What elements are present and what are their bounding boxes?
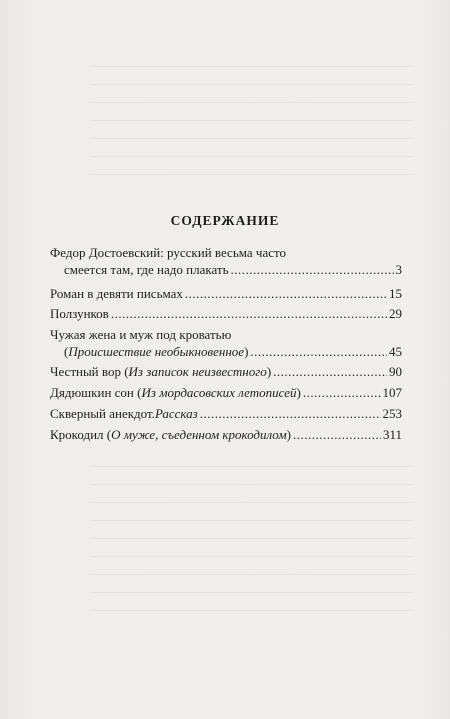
toc-entry-subtitle: Из мордасовских летописей: [141, 385, 297, 400]
toc-page-number: 29: [389, 306, 402, 321]
toc-entry-paren-close: ): [244, 344, 249, 359]
page-title: СОДЕРЖАНИЕ: [170, 213, 280, 228]
toc-entry-title-line1: Федор Достоевский: русский весьма часто: [50, 245, 287, 260]
toc-entry[interactable]: [50, 426, 402, 443]
toc-entry-title-line1: Чужая жена и муж под кроватью: [50, 327, 232, 342]
leader-dots: [111, 305, 387, 322]
toc-entry-subtitle: Из записок неизвестного: [128, 364, 267, 379]
toc-entry[interactable]: [50, 326, 402, 360]
toc-entry-title: Дядюшкин сон (: [50, 385, 142, 400]
toc-entry-title: Роман в девяти письмах: [50, 286, 183, 301]
toc-entry[interactable]: [50, 405, 402, 422]
leader-dots: [303, 384, 381, 401]
toc-entry-paren-close: ): [286, 427, 291, 442]
leader-dots: [200, 405, 381, 422]
toc-page-number: 3: [395, 262, 402, 277]
toc-entry[interactable]: [50, 363, 402, 380]
toc-entry-subtitle: Происшествие необыкновенное: [68, 344, 245, 359]
toc-page-number: 45: [389, 344, 402, 359]
toc-entry[interactable]: [50, 244, 402, 278]
leader-dots: [231, 261, 394, 278]
leader-dots: [185, 285, 387, 302]
leader-dots: [273, 363, 387, 380]
leader-dots: [250, 343, 387, 360]
toc-page-number: 90: [389, 364, 402, 379]
leader-dots: [293, 426, 381, 443]
toc-entry-subtitle: Рассказ: [154, 406, 198, 421]
toc-entry-title-line2: смеется там, где надо плакать: [64, 262, 229, 277]
toc-page-number: 107: [382, 385, 402, 400]
toc-entry-title: Крокодил (: [50, 427, 112, 442]
toc-entry-paren-close: ): [266, 364, 272, 379]
toc-page-number: 15: [389, 286, 402, 301]
toc-entry[interactable]: [50, 285, 402, 302]
toc-entry[interactable]: [50, 384, 402, 401]
toc-entry[interactable]: [50, 305, 402, 322]
toc-entry-subtitle: О муже, съеденном крокодилом: [111, 427, 287, 442]
toc-page-number: 311: [382, 427, 402, 442]
toc-entry-title: Честный вор (: [50, 364, 129, 379]
toc-entry-title: Скверный анекдот.: [50, 406, 155, 421]
toc-entry-title: Ползунков: [50, 306, 109, 321]
toc-page-number: 253: [382, 406, 402, 421]
toc-entry-paren-close: ): [296, 385, 301, 400]
toc-entry-paren-open: (: [64, 344, 69, 359]
